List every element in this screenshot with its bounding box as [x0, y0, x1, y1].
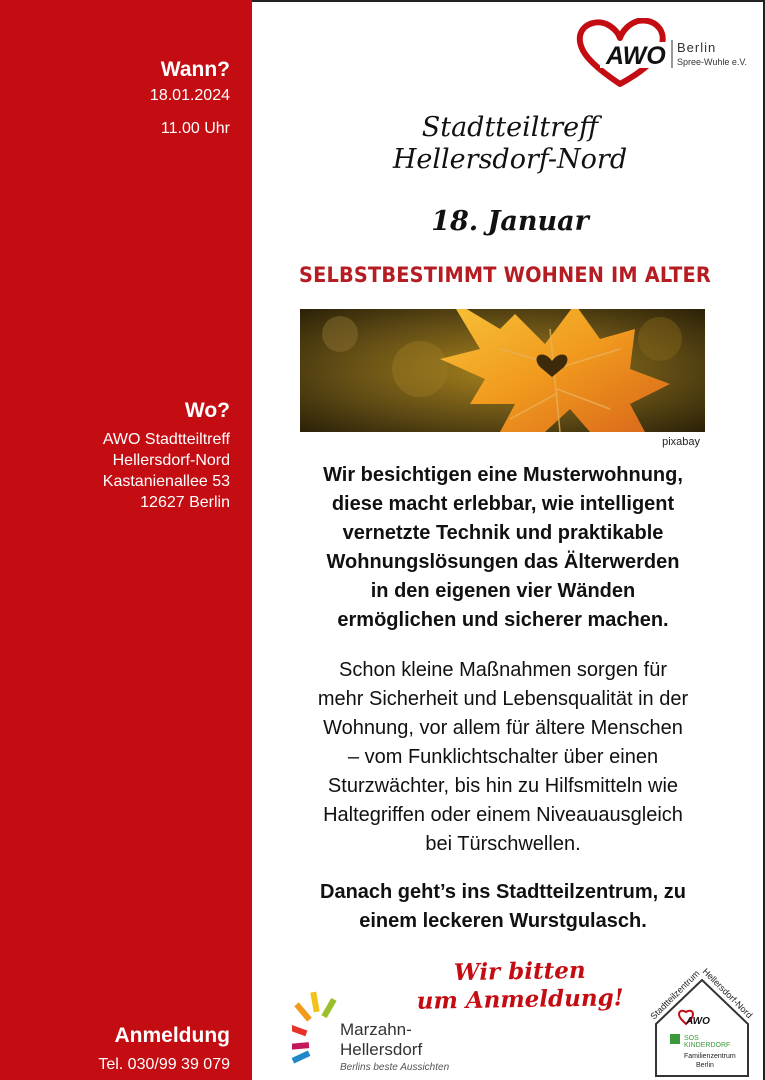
intro-paragraph	[268, 461, 738, 635]
house-sos: SOS	[684, 1035, 699, 1042]
paragraph-line: Wohnungslösungen das Älterwerden	[326, 551, 680, 573]
paragraph-line: vernetzte Technik und praktikable	[342, 522, 664, 544]
awo-berlin: Berlin	[677, 40, 717, 55]
paragraph-line: Wir besichtigen eine Musterwohnung,	[323, 464, 683, 486]
paragraph-line: Schon kleine Maßnahmen sorgen für	[339, 659, 667, 681]
paragraph-line: Wohnung, vor allem für ältere Menschen	[323, 717, 683, 739]
page-title	[300, 112, 720, 176]
address-line: Hellersdorf-Nord	[112, 452, 230, 469]
paragraph-line: Danach geht’s ins Stadtteilzentrum, zu	[320, 881, 686, 903]
title-line: Stadtteiltreff	[421, 112, 599, 143]
mh-name: Hellersdorf	[340, 1040, 423, 1059]
marzahn-hellersdorf-logo	[292, 990, 467, 1075]
mh-name: Marzahn-	[340, 1020, 412, 1039]
svg-text:Hellersdorf-Nord	[701, 966, 755, 1020]
paragraph-line: – vom Funklichtschalter über einen	[347, 746, 659, 768]
registration-label: Anmeldung	[114, 1024, 230, 1047]
cta-line: Wir bitten	[453, 956, 586, 987]
phone-number[interactable]: Tel. 030/99 39 079	[98, 1056, 230, 1073]
event-subtitle: SELBSTBESTIMMT WOHNEN IM ALTER	[299, 263, 711, 287]
house-arc-left: Stadtteilzentrum	[648, 968, 702, 1022]
where-label: Wo?	[184, 399, 230, 422]
sunburst-icon	[292, 990, 340, 1070]
address-line: AWO Stadtteiltreff	[102, 431, 230, 448]
where-section	[103, 399, 230, 513]
mh-tagline: Berlins beste Aussichten	[340, 1062, 450, 1073]
paragraph-line: einem leckeren Wurstgulasch.	[359, 910, 647, 932]
registration-section	[98, 1024, 230, 1075]
when-section	[150, 58, 230, 139]
stadtteilzentrum-logo	[646, 958, 758, 1078]
awo-brand: AWO	[606, 42, 666, 70]
awo-logo	[576, 18, 751, 90]
sidebar	[0, 0, 252, 1080]
paragraph-line: mehr Sicherheit und Lebensqualität in der	[317, 688, 689, 710]
paragraph-line: Haltegriffen oder einem Niveauausgleich	[323, 804, 683, 826]
event-date-heading: 18. Januar	[431, 206, 589, 237]
image-credit: pixabay	[662, 436, 700, 448]
house-arc-right: Hellersdorf-Nord	[700, 966, 755, 1021]
top-border	[252, 0, 765, 2]
address-line: 12627 Berlin	[140, 494, 230, 511]
event-time: 11.00 Uhr	[160, 120, 230, 137]
house-kinderdorf: KINDERDORF	[684, 1042, 731, 1049]
paragraph-line: in den eigenen vier Wänden	[370, 580, 636, 602]
paragraph-line: ermöglichen und sicherer machen.	[337, 609, 669, 631]
paragraph-line: Sturzwächter, bis hin zu Hilfsmitteln wie	[327, 775, 679, 797]
house-familien: Familienzentrum	[684, 1053, 736, 1060]
house-awo: AWO	[686, 1016, 710, 1027]
title-line: Hellersdorf-Nord	[392, 144, 628, 175]
event-date: 18.01.2024	[149, 87, 230, 104]
house-berlin: Berlin	[696, 1062, 714, 1069]
when-label: Wann?	[160, 58, 230, 81]
address-line: Kastanienallee 53	[102, 473, 230, 490]
paragraph-line: bei Türschwellen.	[425, 833, 581, 855]
detail-paragraph	[268, 656, 738, 859]
paragraph-line: diese macht erlebbar, wie intelligent	[331, 493, 675, 515]
autumn-leaf-image	[300, 309, 705, 432]
closing-paragraph	[268, 878, 738, 936]
awo-org: Spree-Wuhle e.V.	[677, 57, 748, 67]
cta-line: um Anmeldung!	[416, 984, 624, 1015]
sos-icon	[670, 1034, 680, 1044]
